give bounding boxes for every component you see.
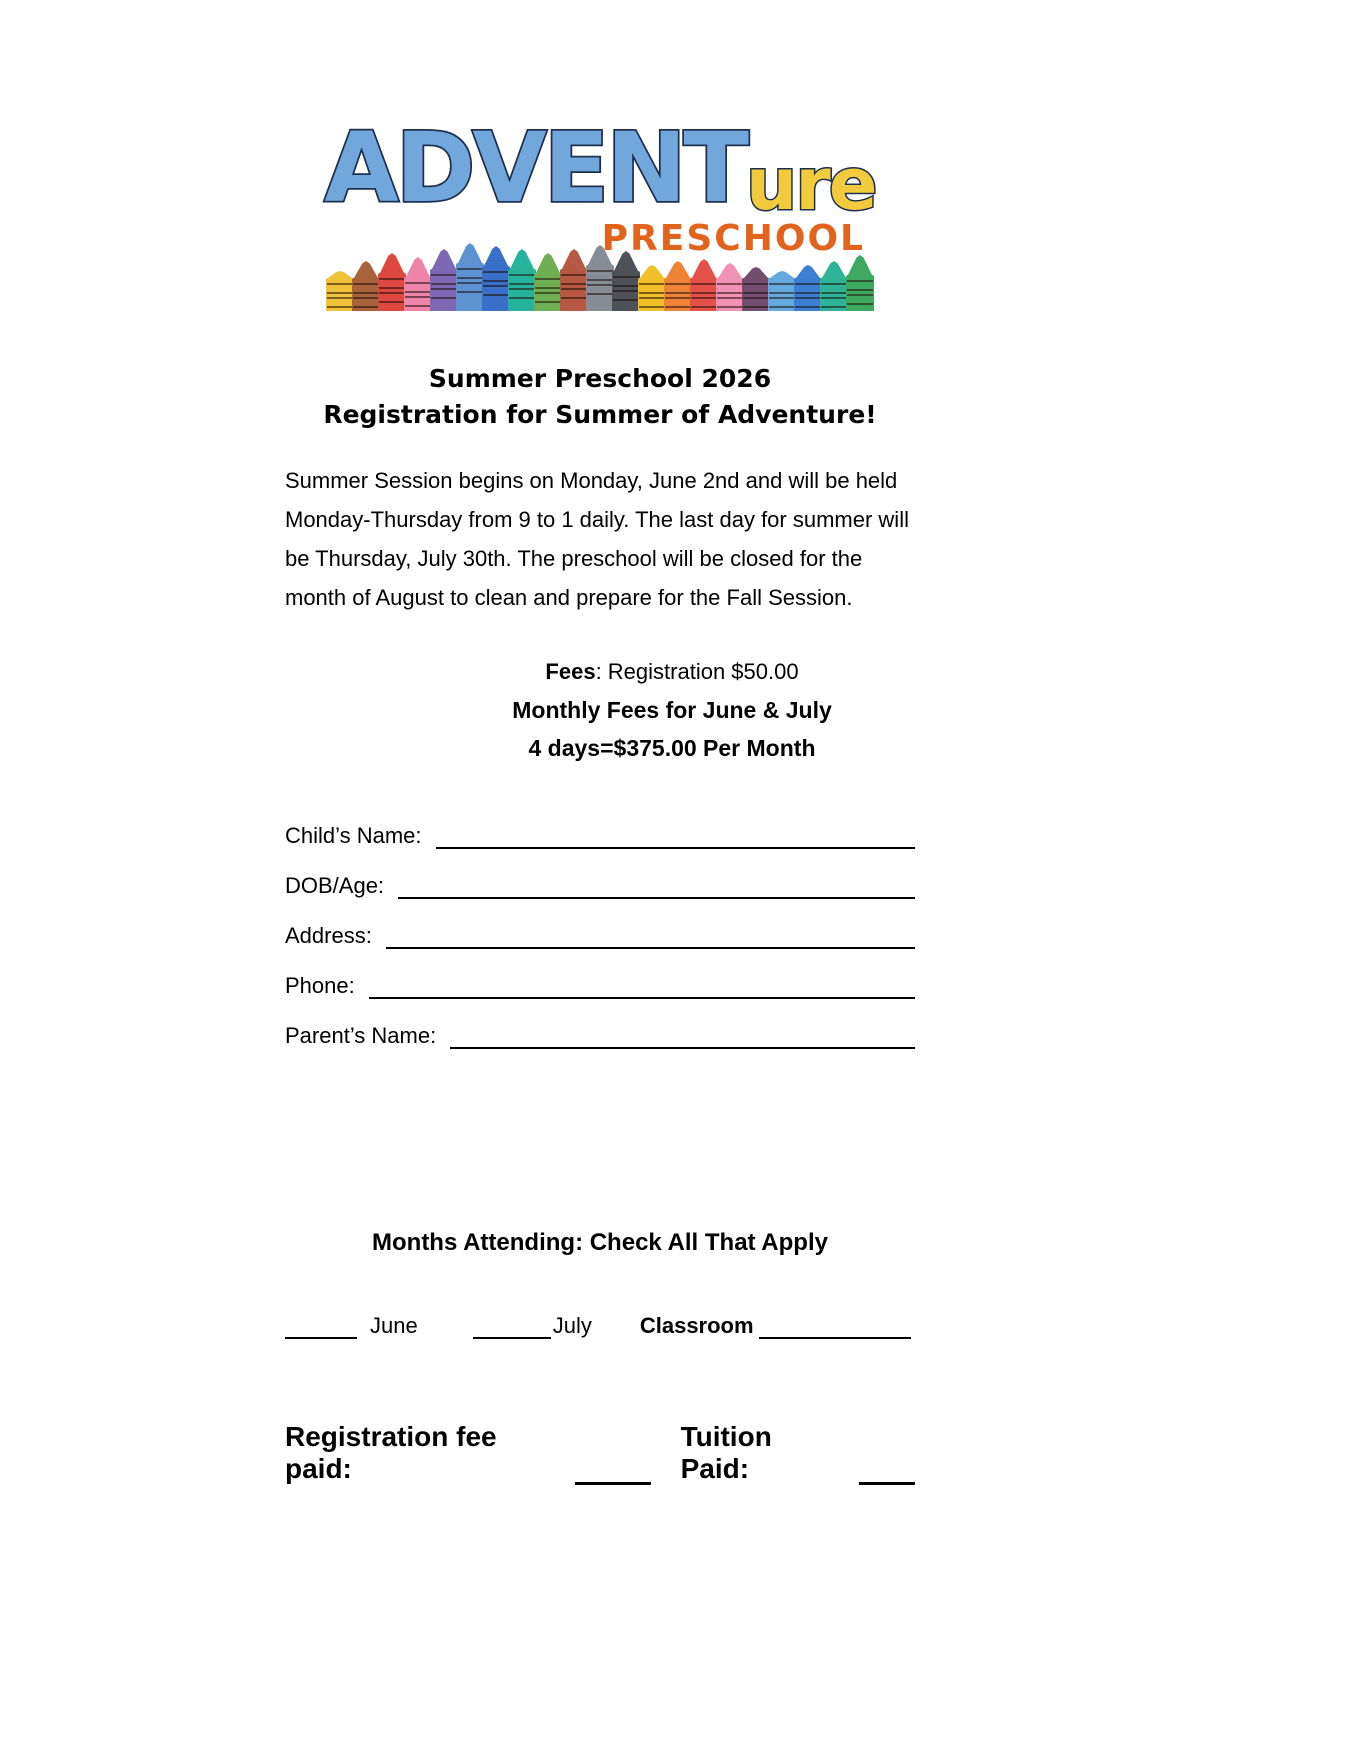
- field-blank-line[interactable]: [436, 821, 915, 849]
- crayon-icon: [846, 255, 874, 311]
- field-label: Parent’s Name:: [285, 1023, 437, 1048]
- logo-text-ure: ure: [746, 142, 876, 226]
- tuition-paid-label: Tuition Paid:: [680, 1421, 772, 1484]
- classroom-blank[interactable]: [759, 1313, 911, 1339]
- field-label: Address:: [285, 923, 372, 948]
- crayon-icon: [326, 271, 354, 311]
- months-row: [285, 1313, 915, 1339]
- tuition-paid-blank[interactable]: [859, 1454, 915, 1485]
- form-field-row: [285, 999, 915, 1049]
- field-label: DOB/Age:: [285, 873, 385, 898]
- fees-registration-amount: : Registration $50.00: [595, 659, 799, 684]
- july-label: July: [552, 1313, 592, 1338]
- june-check-blank[interactable]: [285, 1313, 357, 1339]
- form-field-row: [285, 799, 915, 849]
- field-blank-line[interactable]: [369, 971, 915, 999]
- crayon-icon: [768, 271, 796, 311]
- registration-fee-paid-label: Registration fee paid:: [285, 1421, 497, 1484]
- crayon-icon: [716, 263, 744, 311]
- crayon-icon: [404, 257, 432, 311]
- adventure-preschool-logo: [307, 88, 893, 311]
- crayon-icon: [820, 261, 848, 311]
- intro-line: be Thursday, July 30th. The preschool will be closed for the: [285, 546, 863, 571]
- logo-wordmark: [307, 88, 893, 226]
- form-field-row: [285, 949, 915, 999]
- months-attending-heading: Months Attending: Check All That Apply: [372, 1229, 828, 1256]
- crayon-icon: [638, 265, 666, 311]
- crayon-icon: [378, 253, 406, 311]
- crayon-icon: [742, 267, 770, 311]
- logo-text-advent: ADVENT: [324, 112, 747, 224]
- payment-row: [285, 1421, 915, 1485]
- crayon-icon: [534, 253, 562, 311]
- intro-line: month of August to clean and prepare for the Fall Session.: [285, 585, 853, 610]
- field-blank-line[interactable]: [450, 1021, 915, 1049]
- intro-line: Monday-Thursday from 9 to 1 daily. The last day for summer will: [285, 507, 909, 532]
- form-field-row: [285, 849, 915, 899]
- fields: [285, 799, 915, 1049]
- crayon-icon: [794, 265, 822, 311]
- crayon-icon: [352, 261, 380, 311]
- intro-paragraph: [285, 461, 915, 617]
- july-check-blank[interactable]: [473, 1313, 551, 1339]
- page-title: Summer Preschool 2026: [428, 364, 772, 393]
- page-subtitle: Registration for Summer of Adventure!: [323, 400, 877, 429]
- fees-registration-line: [357, 653, 987, 691]
- crayon-icon: [664, 261, 692, 311]
- form-field-row: [285, 899, 915, 949]
- logo-text-preschool: PRESCHOOL: [601, 218, 865, 259]
- crayon-icon: [612, 251, 640, 311]
- intro-line: Summer Session begins on Monday, June 2nd and will be held: [285, 468, 898, 493]
- fees-daily-line: 4 days=$375.00 Per Month: [528, 735, 816, 761]
- field-blank-line[interactable]: [398, 871, 915, 899]
- classroom-label: Classroom: [639, 1313, 754, 1338]
- fees-monthly-line: Monthly Fees for June & July: [512, 697, 832, 723]
- document-titles: [285, 361, 915, 433]
- registration-fee-paid-blank[interactable]: [575, 1454, 651, 1485]
- fees-section: [357, 653, 987, 767]
- field-blank-line[interactable]: [386, 921, 915, 949]
- registration-form-page: [285, 0, 915, 1485]
- field-label: Phone:: [285, 973, 355, 998]
- june-label: June: [370, 1313, 418, 1338]
- crayon-icon: [690, 259, 718, 311]
- field-label: Child’s Name:: [285, 823, 422, 848]
- fees-label: Fees: [545, 659, 596, 684]
